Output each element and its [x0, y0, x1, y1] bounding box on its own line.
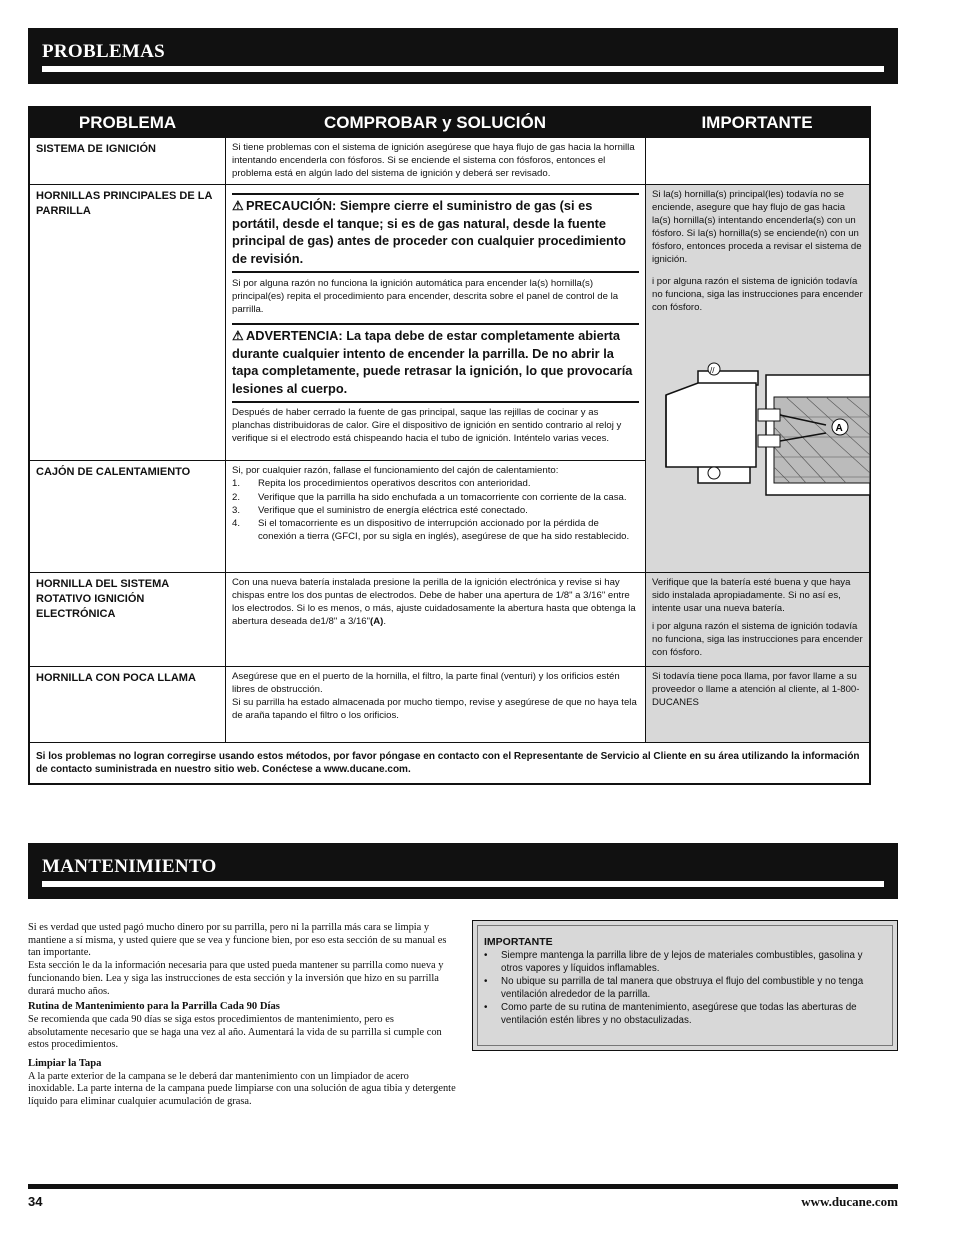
problem-cell: HORNILLAS PRINCIPALES DE LA PARRILLA: [36, 190, 213, 217]
svg-text://: //: [710, 366, 715, 375]
footer-rule: [28, 1184, 898, 1189]
list-item: • Como parte de su rutina de mantenimiento, asegúrese que todas las aberturas de ventilación estén libres y no obstaculizadas.: [484, 1002, 857, 1026]
caution-box: [232, 193, 639, 273]
troubleshooting-table: [28, 106, 871, 785]
col-header-solucion: COMPROBAR y SOLUCIÓN: [324, 113, 546, 132]
intro-text: Si, por cualquier razón, fallase el funcionamiento del cajón de calentamiento:: [232, 465, 559, 477]
header-rule: [42, 881, 884, 887]
solution-ref: (A): [370, 616, 384, 627]
solution-cell: [225, 461, 645, 572]
page-number: 34: [28, 1194, 43, 1209]
problemas-header: [28, 28, 898, 84]
solution-cell: Si tiene problemas con el sistema de ignición asegúrese que haya flujo de gas hacia la hornilla intentando encenderla con fósforos. Si se enciende el sistema con fósforos, entonces el problema está en algún lado del sistema de ignición y deberá ser revisado.: [225, 138, 645, 184]
problemas-title: PROBLEMAS: [42, 41, 166, 62]
col-header-problema: PROBLEMA: [78, 113, 177, 132]
list-item: 1. Repita los procedimientos operativos descritos con anterioridad.: [232, 478, 531, 490]
warning-icon: ⚠: [232, 328, 244, 343]
table-row-group: [30, 184, 869, 572]
important-text: i por alguna razón el sistema de ignición todavía no funciona, siga las instrucciones para encender con fósforo.: [652, 276, 863, 313]
paragraph: Esta sección le da la información necesaria para que usted pueda mantener su parrilla como nueva y funcionando bien. Lea y siga las instrucciones de esta sección y la inversión que hizo en su parrilla durará mucho años.: [28, 960, 444, 997]
header-rule: [42, 66, 884, 72]
important-text: Si todavía tiene poca llama, por favor llame a su proveedor o llame a atención al cliente, al 1-800-DUCANES: [652, 671, 860, 708]
important-text: Verifique que la batería esté buena y que haya sido instalada apropiadamente. Si no así es, intente usar una nueva batería.: [652, 577, 851, 614]
caution-text: PRECAUCIÓN: Siempre cierre el suministro de gas (si es portátil, desde el tanque; si es de gas natural, desde la fuente principal de gas) antes de proceder con cualquier procedimiento de revisión.: [232, 198, 626, 266]
important-cell: [645, 185, 869, 572]
website-link[interactable]: www.ducane.com: [801, 1194, 898, 1209]
warning-icon: ⚠: [232, 198, 244, 213]
list-item: 2. Verifique que la parrilla ha sido enchufada a un tomacorriente con corriente de la casa.: [232, 491, 627, 503]
ignition-electrode-diagram: [646, 355, 870, 505]
solution-text: Si por alguna razón no funciona la ignición automática para encender la(s) hornilla(s) principal(es) repita el procedimiento para encender, descrita sobre el panel de control de la parrilla.: [232, 278, 619, 315]
problem-cell: HORNILLA CON POCA LLAMA: [36, 672, 196, 684]
list-item: • No ubique su parrilla de tal manera que obstruya el flujo del combustible y no tenga ventilación alrededor de la parrilla.: [484, 976, 864, 1000]
important-text: Si la(s) hornilla(s) principal(les) todavía no se enciende, asegure que hay flujo de gas hacia la(s) hornilla(s) intentando encenderla(s) con un fósforo. Si la(s) hornilla(s) se enciende(n) con un fósforo, entonces proceda a revisar el sistema de ignición.: [652, 189, 862, 265]
warning-box: [232, 323, 639, 403]
list-item: 4. Si el tomacorriente es un dispositivo de interrupción accionado por la pérdida de conexión a tierra (GFCI, por su sigla en inglés), asegúrese de que ha sido restablecido.: [232, 518, 630, 543]
important-title: IMPORTANTE: [484, 936, 553, 948]
solution-cell: [225, 667, 645, 742]
important-box: [472, 920, 898, 1051]
col-header-importante: IMPORTANTE: [701, 113, 813, 132]
solution-text: Después de haber cerrado la fuente de gas principal, saque las rejillas de cocinar y as planchas distribuidoras de calor. Gire el dispositivo de ignición en sentido contrario al reloj y verifique si el electrodo está chispeando hacia el tubo de ignición. Inténtelo varias veces.: [232, 407, 622, 444]
important-cell: [645, 573, 869, 666]
diagram-label: A: [835, 423, 843, 434]
warning-text: ADVERTENCIA: La tapa debe de estar completamente abierta durante cualquier intento de encender la parrilla. De no abrir la tapa completamente, puede retrasar la ignición, lo que provocaría lesiones al cuerpo.: [232, 328, 633, 396]
important-cell: [645, 667, 869, 742]
problem-cell: CAJÓN DE CALENTAMIENTO: [36, 466, 191, 479]
subheading: Rutina de Mantenimiento para la Parrilla Cada 90 Días: [28, 1001, 280, 1013]
paragraph: A la parte exterior de la campana se le deberá dar mantenimiento con un limpiador de acero inoxidable. La parte interna de la campana puede limpiarse con una solución de agua tibia y detergente líquido para eliminar cualquier acumulación de grasa.: [28, 1070, 456, 1108]
table-footer-note: Si los problemas no logran corregirse usando estos métodos, por favor póngase en contacto con el Representante de Servicio al Cliente en su área utilizando la información de contacto suministrada en nuestro sitio web. Conéctese a www.ducane.com.: [30, 742, 869, 783]
table-header: [30, 108, 869, 138]
subheading: Limpiar la Tapa: [28, 1058, 102, 1070]
solution-end: .: [383, 616, 387, 627]
table-row: [30, 572, 869, 666]
list-item: 3. Verifique que el suministro de energía eléctrica esté conectado.: [232, 504, 528, 516]
solution-text: Asegúrese que en el puerto de la hornilla, el filtro, la parte final (venturi) y los orificios estén libres de obstrucción.: [232, 671, 620, 695]
solution-cell: [225, 185, 645, 460]
mantenimiento-header: [28, 843, 898, 899]
table-row: [30, 666, 869, 742]
mantenimiento-title: MANTENIMIENTO: [42, 856, 217, 877]
solution-text: Si su parrilla ha estado almacenada por mucho tiempo, revise y asegúrese de que no haya tela de araña tapando el filtro o los orificios.: [232, 697, 637, 721]
important-text: i por alguna razón el sistema de ignición todavía no funciona, siga las instrucciones para encender con fósforo.: [652, 621, 863, 658]
solution-text: Con una nueva batería instalada presione la perilla de la ignición electrónica y revise si hay chispas entre los dos puntas de electrodos. Debe de haber una apertura de 1/8" a 3/16" entre los electrodos. Si lo es menos, o más, ajuste cuidadosamente la abertura hasta que obtenga la abertura deseada de1/8" a 3/16": [232, 577, 636, 627]
problem-cell: HORNILLA DEL SISTEMA ROTATIVO IGNICIÓN ELECTRÓNICA: [36, 578, 169, 620]
important-cell: [645, 138, 869, 184]
table-row: [30, 138, 869, 184]
paragraph: Se recomienda que cada 90 días se siga estos procedimientos de mantenimiento, pero es absolutamente necesario que se haga una vez al año. Aumentará la vida de su parrilla si cumple con estos procedimientos.: [28, 1013, 442, 1051]
maintenance-text: [28, 922, 456, 1109]
problem-cell: SISTEMA DE IGNICIÓN: [36, 143, 156, 155]
solution-cell: [225, 573, 645, 666]
list-item: • Siempre mantenga la parrilla libre de y lejos de materiales combustibles, gasolina y otros vapores y líquidos inflamables.: [484, 950, 863, 974]
paragraph: Si es verdad que usted pagó mucho dinero por su parrilla, pero ni la parrilla más cara se limpia y mantiene a sí misma, y usted quiere que se vea y funcione bien, por eso esta sección de su manual es tan importante.: [28, 922, 447, 959]
